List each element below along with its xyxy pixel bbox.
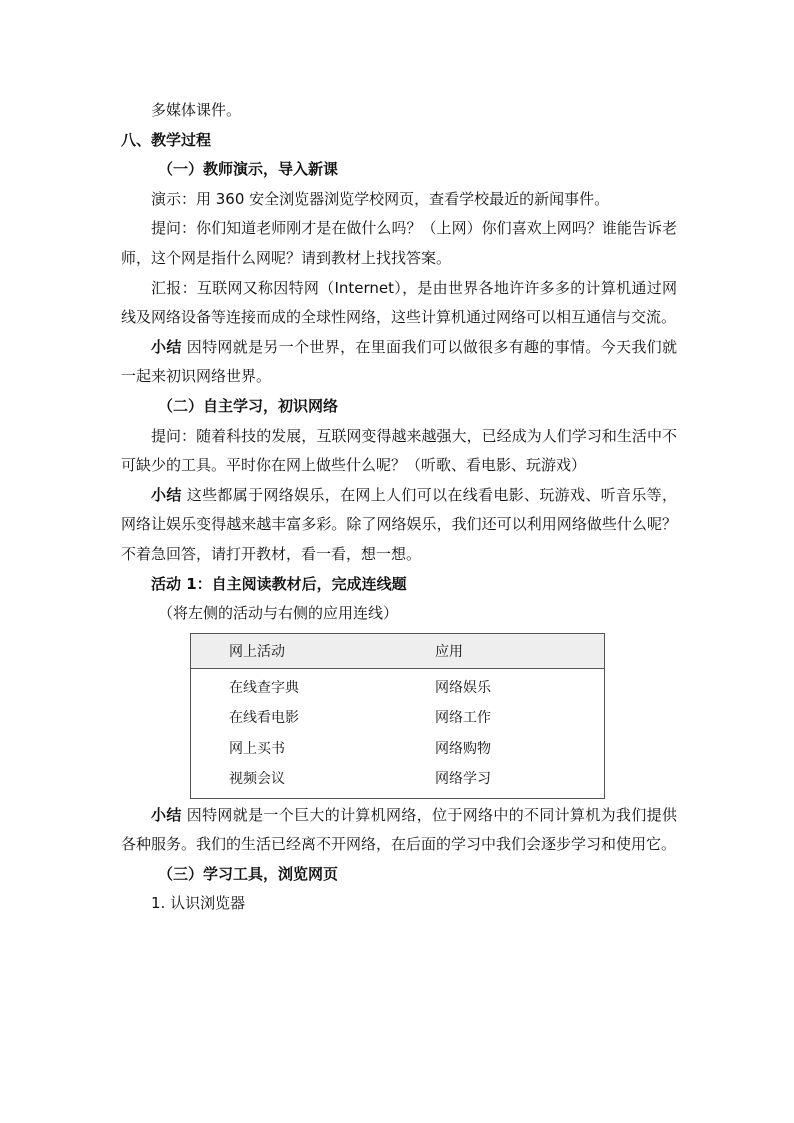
table-cell: 在线看电影 bbox=[229, 710, 299, 727]
table-row bbox=[191, 733, 604, 764]
table-header-application: 应用 bbox=[435, 643, 463, 660]
summary-paragraph-2 bbox=[121, 481, 677, 570]
matching-table bbox=[190, 633, 605, 799]
summary-paragraph-3 bbox=[121, 801, 677, 860]
table-cell: 网络购物 bbox=[435, 740, 491, 757]
summary-text-3: 因特网就是一个巨大的计算机网络，位于网络中的不同计算机为我们提供各种服务。我们的生活已经离不开网络，在后面的学习中我们会逐步学习和使用它。 bbox=[121, 805, 677, 854]
table-body bbox=[191, 669, 604, 798]
table-cell: 网上买书 bbox=[229, 740, 285, 757]
list-item-1: 1. 认识浏览器 bbox=[151, 894, 246, 913]
table-header bbox=[191, 634, 604, 669]
table-cell: 网络工作 bbox=[435, 710, 491, 727]
intro-paragraph: 多媒体课件。 bbox=[151, 101, 242, 119]
summary-text-2: 这些都属于网络娱乐，在网上人们可以在线看电影、玩游戏、听音乐等，网络让娱乐变得越来越丰富多彩。除了网络娱乐，我们还可以利用网络做些什么呢？不着急回答，请打开教材，看一看，想一想。 bbox=[121, 485, 677, 563]
table-cell: 视频会议 bbox=[229, 771, 285, 788]
summary-text-1: 因特网就是另一个世界，在里面我们可以做很多有趣的事情。今天我们就一起来初识网络世界。 bbox=[121, 337, 677, 386]
table-row bbox=[191, 672, 604, 703]
activity-title: 活动 1：自主阅读教材后，完成连线题 bbox=[151, 574, 407, 593]
table-row bbox=[191, 702, 604, 733]
demo-paragraph: 演示：用 360 安全浏览器浏览学校网页，查看学校最近的新闻事件。 bbox=[151, 189, 610, 208]
table-cell: 在线查字典 bbox=[229, 679, 299, 696]
document-page bbox=[121, 96, 677, 919]
activity-note: （将左侧的活动与右侧的应用连线） bbox=[158, 604, 399, 623]
subsection-title-1: （一）教师演示，导入新课 bbox=[158, 160, 339, 179]
table-row bbox=[191, 763, 604, 794]
question-paragraph-2: 提问：随着科技的发展，互联网变得越来越强大，已经成为人们学习和生活中不可缺少的工具。平时你在网上做些什么呢？（听歌、看电影、玩游戏） bbox=[121, 426, 677, 475]
report-paragraph: 汇报：互联网又称因特网（Internet），是由世界各地许许多多的计算机通过网线及网络设备等连接而成的全球性网络，这些计算机通过网络可以相互通信与交流。 bbox=[121, 278, 677, 327]
summary-label: 小结 bbox=[151, 485, 182, 504]
summary-label: 小结 bbox=[151, 337, 182, 356]
subsection-title-3: （三）学习工具，浏览网页 bbox=[158, 864, 339, 883]
summary-label: 小结 bbox=[151, 805, 182, 824]
table-cell: 网络娱乐 bbox=[435, 679, 491, 696]
section-title: 八、教学过程 bbox=[121, 130, 212, 149]
summary-paragraph-1 bbox=[121, 333, 677, 392]
table-header-activity: 网上活动 bbox=[229, 643, 285, 660]
question-paragraph-1: 提问：你们知道老师刚才是在做什么吗？（上网）你们喜欢上网吗？谁能告诉老师，这个网是指什么网呢？请到教材上找找答案。 bbox=[121, 219, 677, 267]
table-cell: 网络学习 bbox=[435, 771, 491, 788]
subsection-title-2: （二）自主学习，初识网络 bbox=[158, 396, 339, 415]
